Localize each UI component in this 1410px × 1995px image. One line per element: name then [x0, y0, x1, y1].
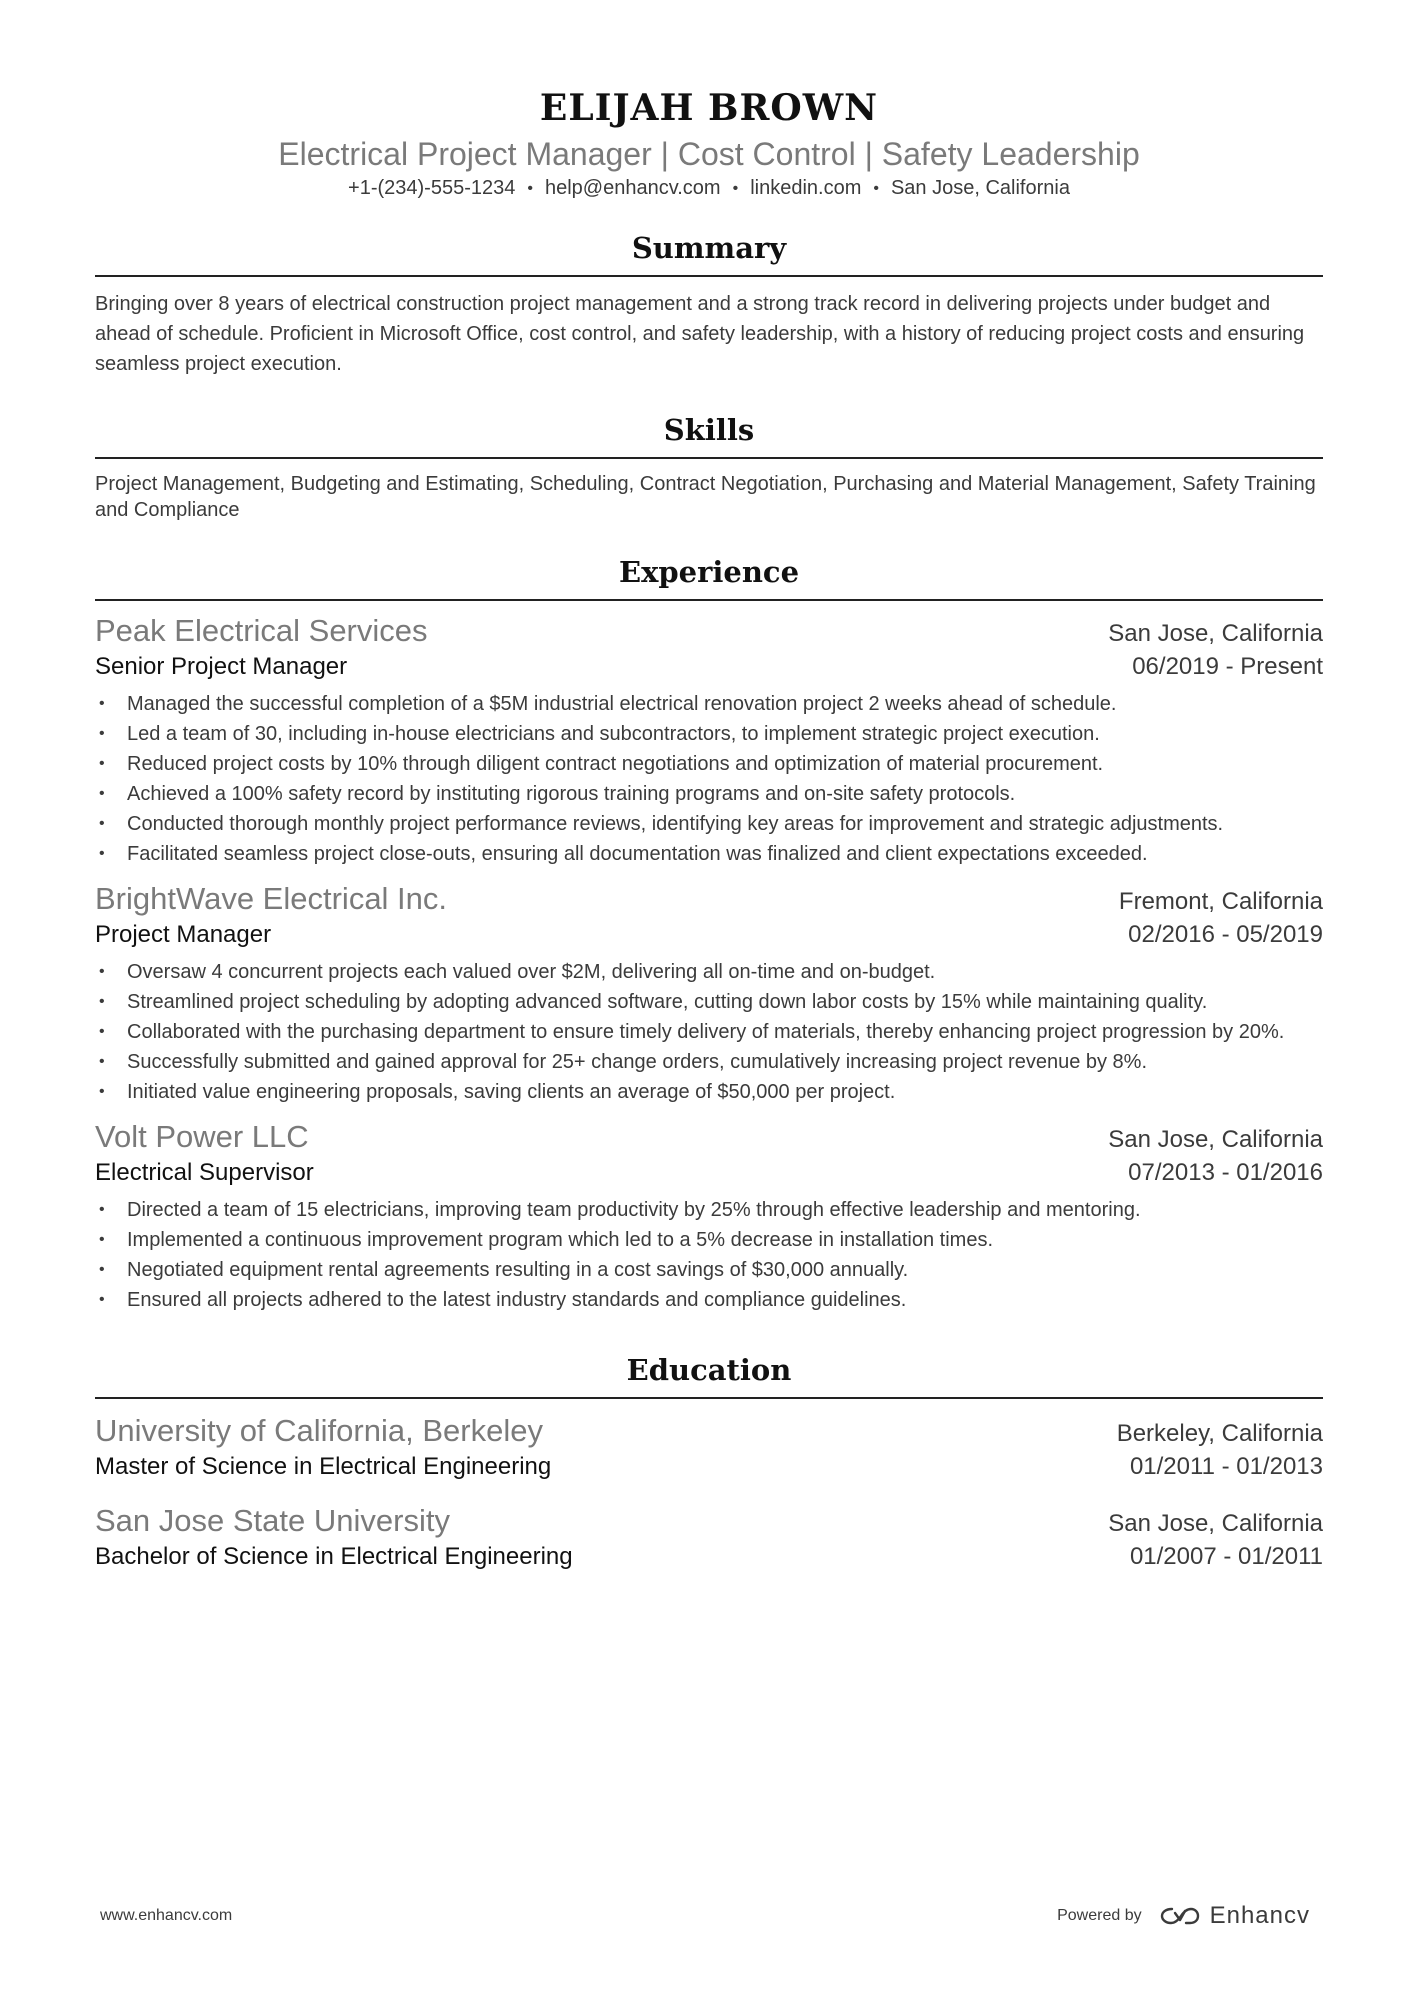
contact-line	[95, 174, 1323, 203]
bullet-item: • Conducted thorough monthly project performance reviews, identifying key areas for improvement and strategic adjustments.	[95, 809, 1323, 839]
bullet-dot-icon: •	[99, 1053, 105, 1070]
bullet-item: • Facilitated seamless project close-outs, ensuring all documentation was finalized and client expectations exceeded.	[95, 839, 1323, 869]
job-role-row	[95, 919, 1323, 951]
contact-location: San Jose, California	[890, 177, 1070, 199]
candidate-name: ELIJAH BROWN	[539, 87, 879, 129]
bullet-item: • Initiated value engineering proposals, saving clients an average of $50,000 per project.	[95, 1077, 1323, 1107]
job-location: San Jose, California	[1108, 1126, 1323, 1153]
bullet-dot-icon: •	[99, 1291, 105, 1308]
job-role: Project Manager	[95, 921, 272, 948]
brand-logo[interactable]	[1158, 1902, 1310, 1930]
job-dates: 06/2019 - Present	[1132, 653, 1323, 680]
education-dates: 01/2011 - 01/2013	[1129, 1453, 1323, 1480]
bullet-dot-icon: •	[99, 845, 105, 862]
bullet-item: • Managed the successful completion of a $5M industrial electrical renovation project 2 weeks ahead of schedule.	[95, 689, 1323, 719]
job-company: BrightWave Electrical Inc.	[95, 881, 448, 916]
job-bullets	[95, 689, 1323, 869]
education-entry	[95, 1411, 1323, 1483]
page-footer	[100, 1902, 1310, 1930]
section-title-experience: Experience	[95, 553, 1323, 601]
bullet-item: • Achieved a 100% safety record by instituting rigorous training programs and on-site safety protocols.	[95, 779, 1323, 809]
resume-header	[95, 0, 1323, 203]
enhancv-logo-icon	[1158, 1905, 1202, 1927]
job-location: Fremont, California	[1118, 888, 1323, 915]
bullet-item: • Reduced project costs by 10% through diligent contract negotiations and optimization of material procurement.	[95, 749, 1323, 779]
powered-by-label: Powered by	[1057, 1907, 1142, 1924]
bullet-dot-icon: •	[99, 1023, 105, 1040]
footer-website-link[interactable]: www.enhancv.com	[100, 1907, 233, 1924]
brand-name: Enhancv	[1209, 1902, 1310, 1929]
job-header-row	[95, 611, 1323, 651]
bullet-item: • Ensured all projects adhered to the latest industry standards and compliance guidelines.	[95, 1285, 1323, 1315]
bullet-dot-icon: •	[99, 725, 105, 742]
bullet-dot-icon: •	[99, 993, 105, 1010]
education-section	[95, 1351, 1323, 1573]
job-company: Volt Power LLC	[95, 1119, 309, 1154]
bullet-item: • Negotiated equipment rental agreements resulting in a cost savings of $30,000 annually.	[95, 1255, 1323, 1285]
bullet-item: • Oversaw 4 concurrent projects each valued over $2M, delivering all on-time and on-budget.	[95, 957, 1323, 987]
bullet-item: • Successfully submitted and gained approval for 25+ change orders, cumulatively increasing project revenue by 8%.	[95, 1047, 1323, 1077]
job-company: Peak Electrical Services	[95, 613, 428, 648]
bullet-dot-icon: •	[99, 1083, 105, 1100]
education-dates: 01/2007 - 01/2011	[1129, 1543, 1323, 1570]
bullet-item: • Collaborated with the purchasing department to ensure timely delivery of materials, thereby enhancing project progression by 20%.	[95, 1017, 1323, 1047]
bullet-dot-icon: •	[99, 695, 105, 712]
resume-page	[95, 0, 1323, 1573]
job-entry	[95, 1117, 1323, 1315]
candidate-headline: Electrical Project Manager | Cost Control | Safety Leadership	[278, 136, 1140, 172]
bullet-dot-icon: •	[99, 785, 105, 802]
job-role-row	[95, 651, 1323, 683]
summary-text: Bringing over 8 years of electrical construction project management and a strong track record in delivering projects under budget and ahead of schedule. Proficient in Microsoft Office, cost control, and safety leadership, with a history of reducing project costs and ensuring seamless project execution.	[95, 293, 1305, 375]
education-location: Berkeley, California	[1116, 1420, 1323, 1447]
section-title-summary: Summary	[95, 229, 1323, 277]
job-bullets	[95, 957, 1323, 1107]
footer-branding	[1057, 1902, 1310, 1930]
bullet-dot-icon: •	[99, 1201, 105, 1218]
job-role-row	[95, 1157, 1323, 1189]
contact-separator: •	[527, 180, 533, 197]
education-degree: Bachelor of Science in Electrical Engineering	[95, 1543, 573, 1570]
job-header-row	[95, 879, 1323, 919]
job-role: Senior Project Manager	[95, 653, 348, 680]
experience-section	[95, 553, 1323, 1315]
bullet-item: • Streamlined project scheduling by adopting advanced software, cutting down labor costs by 15% while maintaining quality.	[95, 987, 1323, 1017]
bullet-item: • Directed a team of 15 electricians, improving team productivity by 25% through effective leadership and mentoring.	[95, 1195, 1323, 1225]
job-location: San Jose, California	[1108, 620, 1323, 647]
job-entry	[95, 611, 1323, 869]
job-header-row	[95, 1117, 1323, 1157]
bullet-dot-icon: •	[99, 1261, 105, 1278]
bullet-dot-icon: •	[99, 963, 105, 980]
bullet-dot-icon: •	[99, 755, 105, 772]
education-school: University of California, Berkeley	[95, 1413, 543, 1448]
job-bullets	[95, 1195, 1323, 1315]
education-degree-row	[95, 1451, 1323, 1483]
skills-text: Project Management, Budgeting and Estimating, Scheduling, Contract Negotiation, Purchasing and Material Management, Safety Training and Compliance	[95, 473, 1316, 521]
education-header-row	[95, 1411, 1323, 1451]
skills-section	[95, 411, 1323, 523]
contact-separator: •	[732, 180, 739, 197]
education-school: San Jose State University	[95, 1503, 450, 1538]
section-title-education: Education	[95, 1351, 1323, 1399]
education-degree-row	[95, 1541, 1323, 1573]
bullet-item: • Implemented a continuous improvement program which led to a 5% decrease in installation times.	[95, 1225, 1323, 1255]
bullet-dot-icon: •	[99, 815, 105, 832]
education-header-row	[95, 1501, 1323, 1541]
contact-linkedin[interactable]: linkedin.com	[750, 177, 862, 199]
education-location: San Jose, California	[1108, 1510, 1323, 1537]
education-entry	[95, 1501, 1323, 1573]
contact-email[interactable]: help@enhancv.com	[544, 177, 721, 199]
section-title-skills: Skills	[95, 411, 1323, 459]
job-dates: 02/2016 - 05/2019	[1128, 921, 1323, 948]
bullet-item: • Led a team of 30, including in-house electricians and subcontractors, to implement strategic project execution.	[95, 719, 1323, 749]
bullet-dot-icon: •	[99, 1231, 105, 1248]
contact-phone[interactable]: +1-(234)-555-1234	[348, 177, 516, 199]
job-entry	[95, 879, 1323, 1107]
job-role: Electrical Supervisor	[95, 1159, 314, 1186]
summary-section	[95, 229, 1323, 379]
contact-separator: •	[873, 180, 879, 197]
job-dates: 07/2013 - 01/2016	[1128, 1159, 1323, 1186]
education-degree: Master of Science in Electrical Engineering	[95, 1453, 552, 1480]
